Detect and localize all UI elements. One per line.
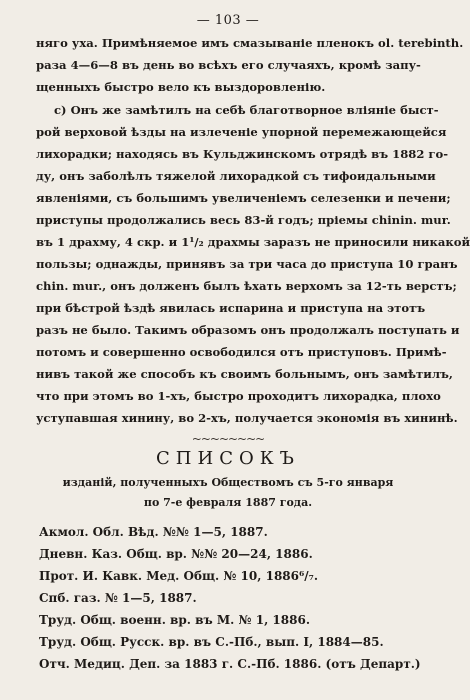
list-item: Труд. Общ. Русск. вр. въ С.-Пб., вып. I, 1884—85. <box>39 635 384 649</box>
list-item: Дневн. Каз. Общ. вр. №№ 20—24, 1886. <box>39 547 313 561</box>
list-subtitle: по 7-е февраля 1887 года. <box>143 496 313 509</box>
text-line: лихорадки; находясь въ Кульджинскомъ отрядѣ въ 1882 го- <box>36 147 449 161</box>
text-line: щенныхъ быстро вело къ выздоровленію. <box>36 80 326 94</box>
list-subtitle: изданій, полученныхъ Обществомъ съ 5-го января <box>62 476 394 489</box>
list-item: Отч. Медиц. Деп. за 1883 г. С.-Пб. 1886. (отъ Департ.) <box>39 657 421 671</box>
text-line: что при этомъ во 1-хъ, быстро проходитъ лихорадка, плохо <box>36 389 441 403</box>
text-line: с) Онъ же замѣтилъ на себѣ благотворное вліяніе быст- <box>54 103 439 117</box>
text-line: при бѣстрой ѣздѣ явилась испарина и приступа на этотъ <box>36 301 426 315</box>
text-line: рой верховой ѣзды на излеченіе упорной перемежающейся <box>36 125 447 139</box>
text-line: раза 4—6—8 въ день во всѣхъ его случаяхъ, кромѣ запу- <box>36 58 421 72</box>
text-line: явленіями, съ большимъ увеличеніемъ селезенки и печени; <box>36 191 451 205</box>
text-line: уступавшая хинину, во 2-хъ, получается экономія въ хининѣ. <box>36 411 458 425</box>
list-title: СПИСОКЪ <box>156 448 300 469</box>
list-item: Труд. Общ. военн. вр. въ М. № 1, 1886. <box>39 613 310 627</box>
list-item: Спб. газ. № 1—5, 1887. <box>39 591 197 605</box>
text-line: няго уха. Примѣняемое имъ смазываніе пленокъ ol. terebinth. <box>36 36 464 50</box>
ornament-divider: ~~~~~~~~ <box>191 432 265 446</box>
text-line: потомъ и совершенно освободился отъ приступовъ. Примѣ- <box>36 345 447 359</box>
text-line: ду, онъ заболѣлъ тяжелой лихорадкой съ тифоидальными <box>36 169 436 183</box>
text-line: пользы; однажды, принявъ за три часа до приступа 10 гранъ <box>36 257 458 271</box>
text-line: нивъ такой же способъ къ своимъ больнымъ, онъ замѣтилъ, <box>36 367 453 381</box>
text-line: chin. mur., онъ долженъ былъ ѣхать верхомъ за 12-ть верстъ; <box>36 279 457 293</box>
page-number: — 103 — <box>196 13 260 28</box>
list-item: Акмол. Обл. Вѣд. №№ 1—5, 1887. <box>39 525 268 539</box>
text-line: приступы продолжались весь 83-й годъ; пріемы chinin. mur. <box>36 213 451 227</box>
list-item: Прот. И. Кавк. Мед. Общ. № 10, 1886⁶/₇. <box>39 569 319 583</box>
text-line: въ 1 драхму, 4 скр. и 1¹/₂ драхмы заразъ не приносили никакой <box>36 235 470 249</box>
text-line: разъ не было. Такимъ образомъ онъ продолжалъ поступать и <box>36 323 460 337</box>
